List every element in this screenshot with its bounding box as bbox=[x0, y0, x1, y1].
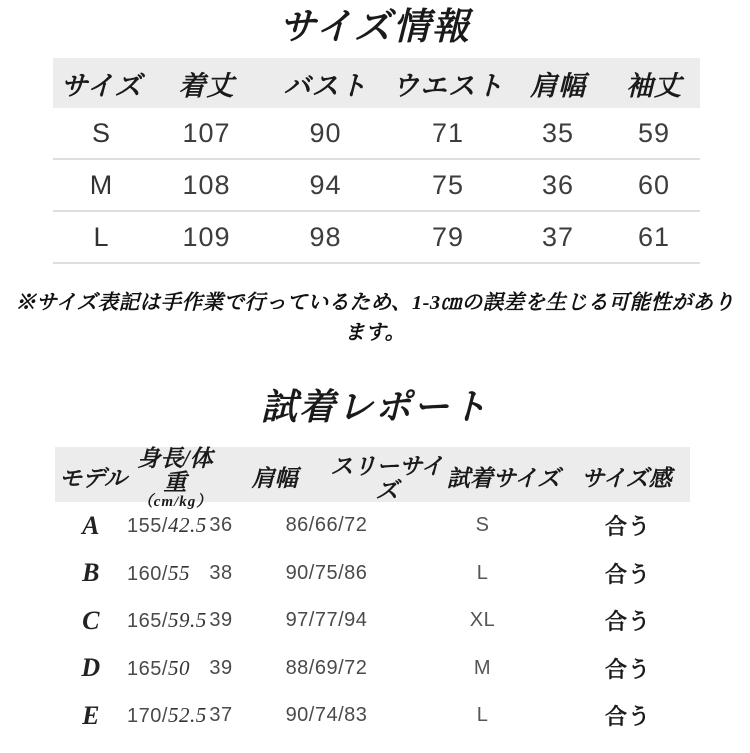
measurement-length: 109 bbox=[182, 221, 231, 252]
height-value: 170/ bbox=[127, 705, 168, 728]
size-feel-value: 合う bbox=[604, 561, 651, 587]
height-weight-value bbox=[127, 561, 188, 586]
fitting-row-b bbox=[55, 550, 690, 598]
fitting-table bbox=[55, 447, 690, 740]
size-label: S bbox=[91, 117, 111, 148]
size-table-header-bust: バスト bbox=[283, 70, 368, 101]
shoulder-value: 38 bbox=[209, 561, 233, 584]
three-sizes-value: 90/74/83 bbox=[285, 704, 368, 727]
size-feel-value: 合う bbox=[604, 656, 651, 682]
size-disclaimer-note: ※サイズ表記は手作業で行っているため、1-3㎝の誤差を生じる可能性があります。 bbox=[15, 292, 735, 344]
size-table-row-l bbox=[53, 212, 700, 264]
model-label: A bbox=[82, 510, 100, 540]
measurement-sleeve: 60 bbox=[637, 169, 671, 200]
measurement-waist: 71 bbox=[431, 117, 465, 148]
tryon-size-value: L bbox=[476, 561, 489, 584]
size-table-header-length: 着丈 bbox=[178, 70, 235, 101]
size-feel-value: 合う bbox=[604, 704, 651, 730]
fitting-row-e bbox=[55, 692, 690, 740]
size-table-header-size: サイズ bbox=[60, 70, 143, 101]
fitting-header-model: モデル bbox=[59, 465, 127, 491]
three-sizes-value: 86/66/72 bbox=[285, 514, 368, 537]
measurement-length: 108 bbox=[182, 169, 231, 200]
measurement-bust: 90 bbox=[309, 117, 342, 148]
size-label: L bbox=[93, 221, 110, 252]
weight-value: 42.5 bbox=[167, 513, 207, 538]
weight-value: 52.5 bbox=[167, 703, 207, 728]
measurement-waist: 75 bbox=[431, 169, 465, 200]
weight-value: 50 bbox=[167, 655, 190, 680]
shoulder-value: 37 bbox=[209, 704, 233, 727]
height-value: 160/ bbox=[127, 562, 168, 585]
fitting-header-shoulder: 肩幅 bbox=[251, 465, 298, 491]
size-feel-value: 合う bbox=[604, 609, 651, 635]
height-value: 165/ bbox=[127, 610, 168, 633]
tryon-size-value: M bbox=[473, 656, 492, 679]
height-value: 155/ bbox=[127, 515, 168, 538]
height-weight-value bbox=[127, 656, 188, 681]
three-sizes-value: 90/75/86 bbox=[285, 561, 368, 584]
size-feel-value: 合う bbox=[604, 514, 651, 540]
size-table bbox=[53, 58, 700, 264]
height-weight-value bbox=[127, 703, 207, 728]
size-label: M bbox=[89, 169, 114, 200]
model-label: B bbox=[82, 558, 100, 588]
weight-value: 59.5 bbox=[167, 608, 207, 633]
tryon-size-value: L bbox=[476, 704, 489, 727]
tryon-size-value: S bbox=[475, 514, 490, 537]
measurement-bust: 94 bbox=[309, 169, 342, 200]
size-table-header bbox=[53, 58, 700, 108]
measurement-bust: 98 bbox=[309, 221, 342, 252]
measurement-sleeve: 61 bbox=[637, 221, 671, 252]
size-table-header-waist: ウエスト bbox=[392, 70, 504, 101]
measurement-length: 107 bbox=[182, 117, 231, 148]
three-sizes-value: 88/69/72 bbox=[285, 656, 368, 679]
measurement-shoulder: 35 bbox=[541, 117, 575, 148]
shoulder-value: 39 bbox=[209, 609, 233, 632]
fitting-header-height-weight-label: 身長/体重 bbox=[137, 446, 213, 495]
shoulder-value: 39 bbox=[209, 656, 233, 679]
size-chart-page bbox=[0, 5, 750, 740]
model-label: C bbox=[82, 605, 100, 635]
measurement-sleeve: 59 bbox=[637, 117, 671, 148]
size-table-header-sleeve: 袖丈 bbox=[626, 70, 682, 101]
size-table-row-m bbox=[53, 160, 700, 212]
model-label: D bbox=[81, 653, 101, 683]
size-table-header-shoulder: 肩幅 bbox=[530, 70, 586, 101]
measurement-waist: 79 bbox=[431, 221, 465, 252]
fitting-header-size-feel: サイズ感 bbox=[581, 465, 672, 491]
fitting-row-c bbox=[55, 597, 690, 645]
shoulder-value: 36 bbox=[209, 514, 233, 537]
height-weight-value bbox=[127, 608, 207, 633]
weight-value: 55 bbox=[167, 560, 190, 585]
fitting-header-unit: （cm/kg） bbox=[137, 494, 213, 510]
fitting-header-tryon-size: 試着サイズ bbox=[446, 465, 561, 491]
measurement-shoulder: 37 bbox=[541, 221, 575, 252]
model-label: E bbox=[82, 700, 100, 730]
three-sizes-value: 97/77/94 bbox=[285, 609, 368, 632]
fitting-row-d bbox=[55, 645, 690, 693]
fitting-header-height-weight bbox=[131, 447, 219, 510]
size-info-title: サイズ情報 bbox=[278, 7, 472, 48]
fitting-report-title: 試着レポート bbox=[260, 387, 489, 427]
height-weight-value bbox=[127, 513, 207, 538]
tryon-size-value: XL bbox=[469, 609, 496, 632]
fitting-table-header bbox=[55, 446, 690, 510]
height-value: 165/ bbox=[127, 657, 168, 680]
fitting-header-three-sizes: スリーサイズ bbox=[330, 453, 444, 503]
measurement-shoulder: 36 bbox=[541, 169, 575, 200]
size-table-row-s bbox=[53, 108, 700, 160]
